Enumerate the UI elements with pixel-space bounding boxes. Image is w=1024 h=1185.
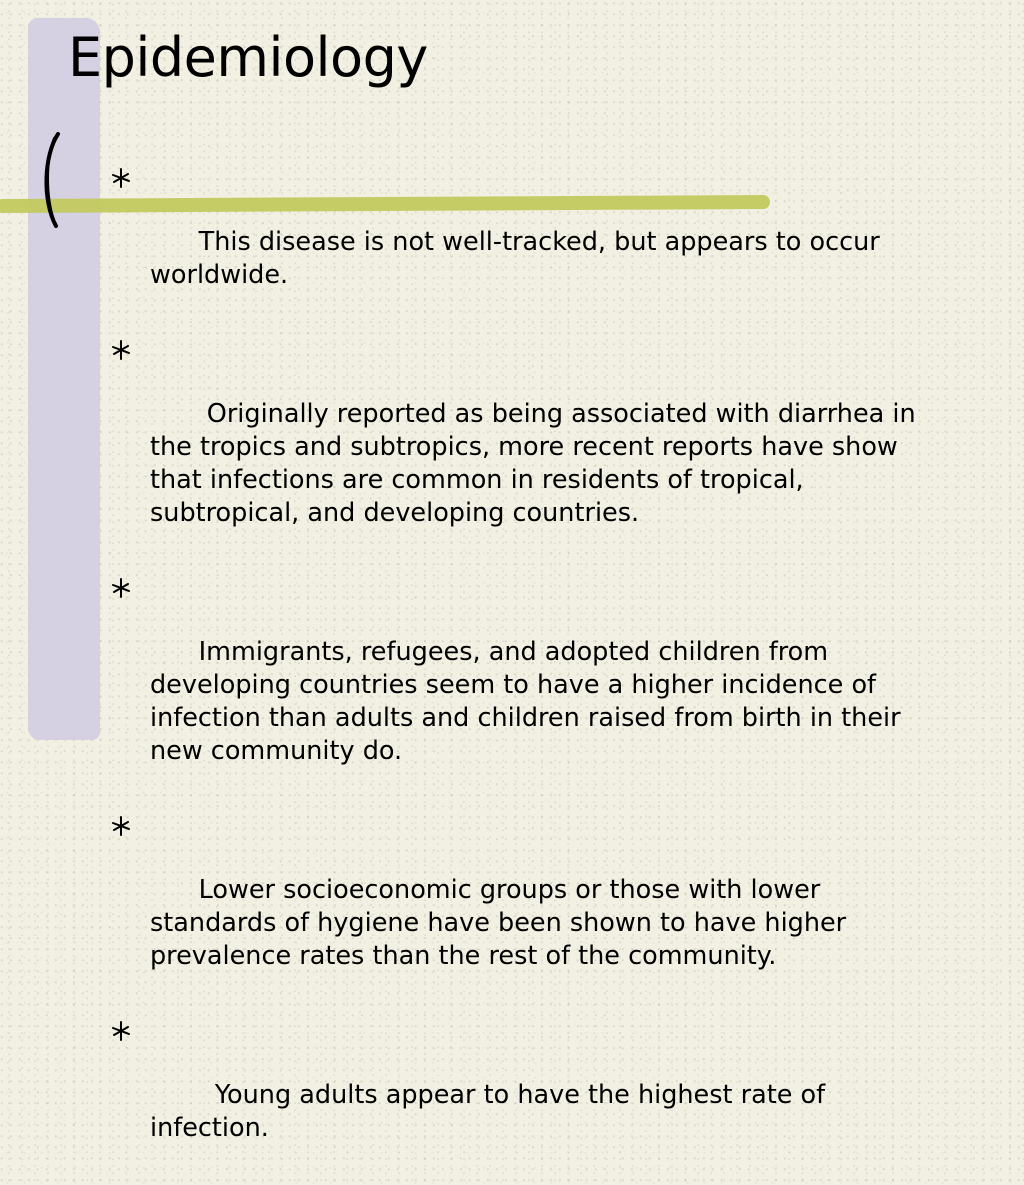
bullet-list (110, 160, 950, 1185)
asterisk-bullet-icon (110, 167, 132, 189)
asterisk-bullet-icon (110, 577, 132, 599)
bullet-text: Lower socioeconomic groups or those with lower standards of hygiene have been shown to have higher prevalence rates than the rest of the community. (150, 875, 855, 971)
bracket-decoration-icon (36, 130, 66, 230)
asterisk-bullet-icon (110, 339, 132, 361)
bullet-item (110, 570, 950, 801)
bullet-text: Immigrants, refugees, and adopted children from developing countries seem to have a higher incidence of infection than adults and children raised from birth in their new community do. (150, 637, 909, 766)
bullet-item (110, 1013, 950, 1178)
slide-title: Epidemiology (68, 26, 428, 89)
bullet-text: This disease is not well-tracked, but appears to occur worldwide. (150, 227, 888, 290)
asterisk-bullet-icon (110, 815, 132, 837)
bullet-text: Originally reported as being associated with diarrhea in the tropics and subtropics, more recent reports have show that infections are common in residents of tropical, subtropical, and developing countries. (150, 399, 924, 528)
bullet-text: Young adults appear to have the highest rate of infection. (150, 1080, 834, 1143)
bullet-item (110, 332, 950, 563)
left-decorative-band (28, 18, 100, 740)
bullet-item (110, 160, 950, 325)
bullet-item (110, 808, 950, 1006)
asterisk-bullet-icon (110, 1020, 132, 1042)
